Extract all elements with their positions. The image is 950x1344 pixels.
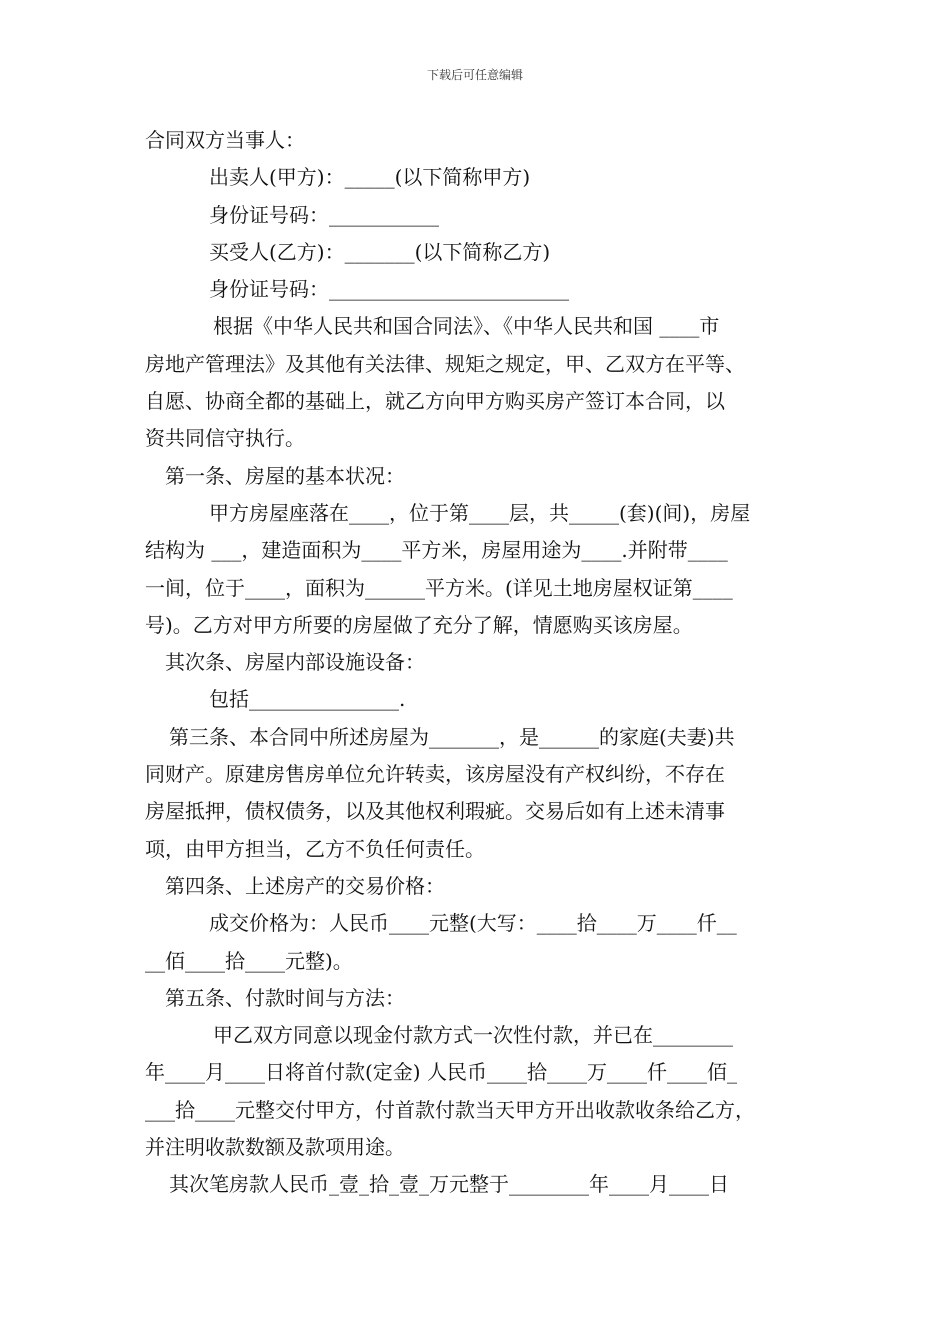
- article-1-line: 甲方房屋座落在____，位于第____层，共_____(套)(间)，房屋: [209, 500, 751, 525]
- article-4-line: 成交价格为：人民币____元整(大写：____拾____万____仟__: [209, 911, 737, 936]
- second-payment-line: 其次笔房款人民币_壹_拾_壹_万元整于________年____月____日: [169, 1172, 729, 1197]
- article-2-heading: 其次条、房屋内部设施设备：: [165, 650, 425, 675]
- preamble-line: 资共同信守执行。: [145, 426, 305, 451]
- article-3-line: 项，由甲方担当，乙方不负任何责任。: [145, 836, 485, 861]
- article-1-line: 一间，位于____，面积为______平方米。(详见土地房屋权证第____: [145, 575, 733, 600]
- article-2-line: 包括_______________.: [209, 687, 406, 712]
- article-3-line: 同财产。原建房售房单位允许转卖，该房屋没有产权纠纷，不存在: [145, 762, 725, 787]
- article-1-line: 结构为 ___，建造面积为____平方米，房屋用途为____.并附带____: [145, 538, 728, 563]
- article-1-line: 号)。乙方对甲方所要的房屋做了充分了解，情愿购买该房屋。: [145, 612, 693, 637]
- preamble-line: 自愿、协商全都的基础上，就乙方向甲方购买房产签订本合同，以: [145, 389, 725, 414]
- seller-line: 出卖人(甲方)：_____(以下简称甲方): [209, 165, 531, 190]
- article-3-line: 第三条、本合同中所述房屋为_______，是______的家庭(夫妻)共: [169, 724, 735, 749]
- article-5-line: ___拾____元整交付甲方，付首款付款当天甲方开出收款收条给乙方，: [145, 1097, 755, 1122]
- article-4-line: __佰____拾____元整)。: [145, 948, 353, 973]
- article-1-heading: 第一条、房屋的基本状况：: [165, 463, 405, 488]
- article-5-line: 甲乙双方同意以现金付款方式一次性付款，并已在________: [213, 1023, 733, 1048]
- contract-body: [145, 122, 815, 1204]
- preamble-line: 根据《中华人民共和国合同法》、《中华人民共和国 ____市: [213, 314, 720, 339]
- article-5-line: 年____月____日将首付款(定金) 人民币____拾____万____仟____佰_: [145, 1060, 737, 1085]
- seller-id-line: 身份证号码：___________: [209, 202, 439, 227]
- article-5-line: 并注明收款数额及款项用途。: [145, 1135, 405, 1160]
- preamble-line: 房地产管理法》及其他有关法律、规矩之规定，甲、乙双方在平等、: [145, 351, 745, 376]
- article-5-heading: 第五条、付款时间与方法：: [165, 985, 405, 1010]
- buyer-id-line: 身份证号码：________________________: [209, 277, 569, 302]
- article-3-line: 房屋抵押，债权债务，以及其他权利瑕疵。交易后如有上述未清事: [145, 799, 725, 824]
- article-4-heading: 第四条、上述房产的交易价格：: [165, 873, 445, 898]
- parties-heading: 合同双方当事人：: [145, 128, 305, 152]
- page-header: 下载后可任意编辑: [426, 68, 523, 82]
- buyer-line: 买受人(乙方)：_______(以下简称乙方): [209, 239, 551, 264]
